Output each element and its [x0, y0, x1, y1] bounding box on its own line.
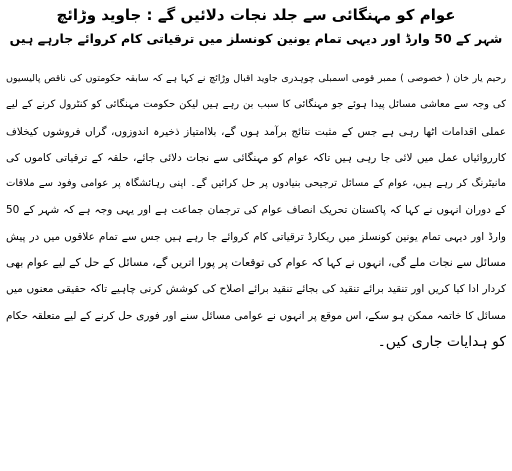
body-line: رحیم یار خان ( خصوصی ) ممبر قومی اسمبلی چوہدری جاوید اقبال وڑائچ نے کہا ہے کہ سابقہ حکومتوں کی ناقص پالیسیوں [6, 73, 506, 84]
body-line: کارروائیاں عمل میں لائی جا رہی ہیں تاکہ عوام کو مہنگائی سے نجات دلائی جائے، حلقہ کے ترقیاتی کاموں کی [6, 151, 506, 164]
body-line: وارڈ اور دیہی تمام یونین کونسلز میں ریکارڈ ترقیاتی کام کروائے جا رہے ہیں جس سے تمام علاقوں میں در پیش [6, 230, 506, 243]
body-line: کی وجہ سے معاشی مسائل پیدا ہوئے جو مہنگائی کا سبب بن رہے ہیں لیکن حکومت مہنگائی کو کنٹرول کرنے کے لیے [6, 99, 506, 111]
body-line: کردار ادا کیا کریں اور تنقید برائے تنقید کی بجائے تنقید برائے اصلاح کی کوشش کرنی چاہیے تاکہ حقیقی معنوں میں [6, 283, 506, 296]
article-headline: عوام کو مہنگائی سے جلد نجات دلائیں گے : جاوید وڑائچ [56, 6, 456, 24]
article-subheadline: شہر کے 50 وارڈ اور دیہی تمام یونین کونسلز میں ترقیاتی کام کروائے جارہے ہیں [9, 31, 503, 46]
article-body [6, 66, 506, 355]
body-line: کے دوران انہوں نے کہا کہ پاکستان تحریک انصاف عوام کی ترجمان جماعت ہے اور یہی وجہ ہے کہ شہر کے 50 [6, 204, 506, 217]
body-line: مانیٹرنگ کر رہے ہیں، عوام کے مسائل ترجیحی بنیادوں پر حل کرائیں گے۔ اپنی رہائشگاہ پر عوامی وفود سے ملاقات [6, 178, 506, 190]
body-line: عملی اقدامات اٹھا رہی ہے جس کے مثبت نتائج برآمد ہوں گے، بلاامتیاز ذخیرہ اندوزوں، گراں فروشوں کیخلاف [6, 125, 506, 138]
body-line: مسائل سے نجات ملے گی، انہوں نے کہا کہ عوام کی توقعات پر پورا اتریں گے، مسائل کے حل کے لیے عوام بھی [6, 256, 506, 270]
body-line: مسائل کا خاتمہ ممکن ہو سکے، اس موقع پر انہوں نے عوامی مسائل سنے اور فوری حل کرنے کے لیے متعلقہ حکام [6, 309, 506, 322]
body-line-last: کو ہدایات جاری کیں۔ [377, 333, 506, 350]
